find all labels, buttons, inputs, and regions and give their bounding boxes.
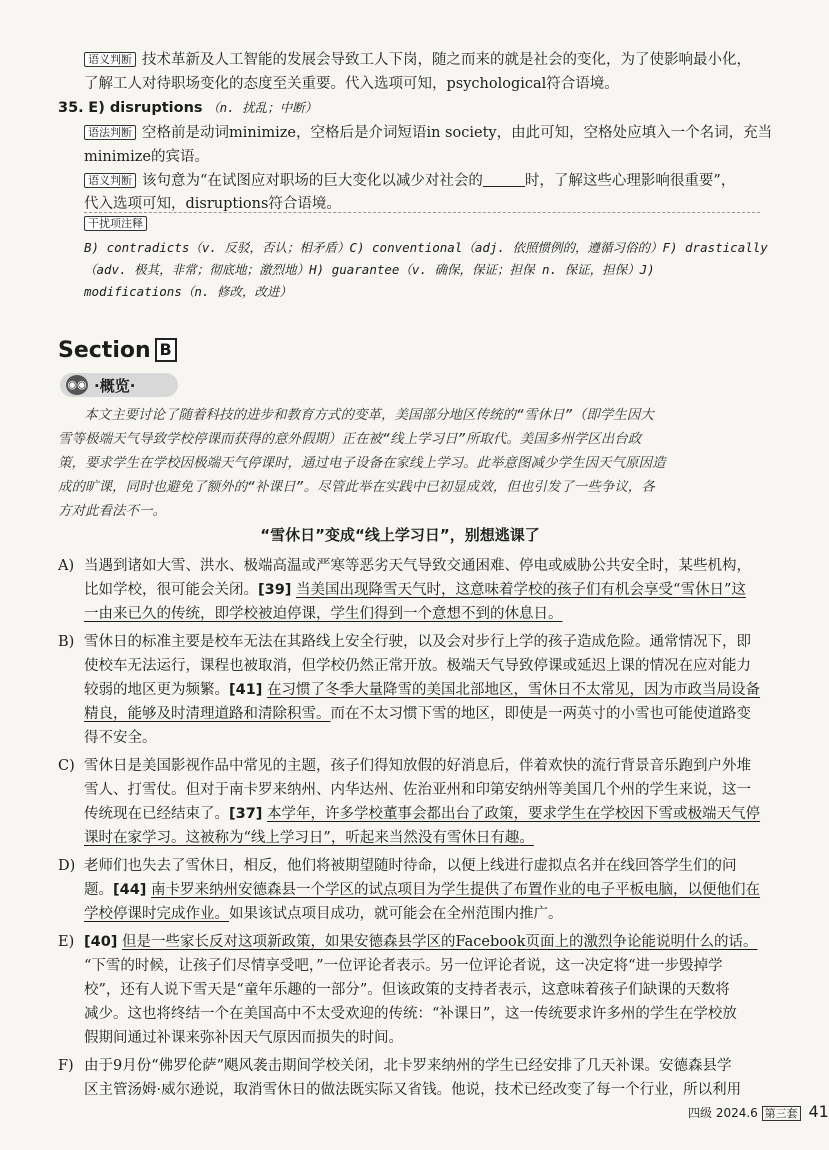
para-e-line-2: “下雪的时候，让孩子们尽情享受吧，”一位评论者表示。另一位评论者说，这一决定将“进一步毁掉学 — [84, 958, 723, 974]
paragraph-label-a: A) — [58, 558, 75, 574]
paragraph-label-e: E) — [58, 934, 75, 950]
answer-blank — [483, 172, 525, 187]
distractor-line-3: modifications（n. 修改，改进） — [84, 284, 292, 299]
overview-badge: ◉◉ ·概览· — [60, 373, 178, 397]
para-d-line-2: 题。[44] 南卡罗来纳州安德森县一个学区的试点项目为学生提供了布置作业的电子平板电脑，以便他们在 — [84, 882, 761, 898]
para-a-line-2: 比如学校，很可能会关闭。[39] 当美国出现降雪天气时，这意味着学校的孩子们有机会享受“雪休日”这 — [84, 582, 746, 598]
semantic-tag: 语义判断 — [84, 173, 136, 188]
q35-semantic-line-2: 代入选项可知，disruptions符合语境。 — [84, 196, 341, 212]
q35-answer: 35. E) disruptions （n. 扰乱；中断） — [58, 100, 318, 116]
semantic-tag: 语义判断 — [84, 52, 136, 67]
para-f-line-2: 区主管汤姆·威尔逊说，取消雪休日的做法既实际又省钱。他说，技术已经改变了每一个行业，所以利用 — [84, 1082, 742, 1098]
para-f-line-1: 由于9月份“佛罗伦萨”飓风袭击期间学校关闭，北卡罗来纳州的学生已经安排了几天补课。安德森县学 — [84, 1058, 732, 1074]
page-number: 41 — [808, 1102, 829, 1121]
para-d-line-1: 老师们也失去了雪休日，相反，他们将被期望随时待命，以便上线进行虚拟点名并在线回答学生们的问 — [84, 858, 737, 874]
para-e-line-3: 校”，还有人说下雪天是“童年乐趣的一部分”。但该政策的支持者表示，这意味着孩子们缺课的天数将 — [84, 982, 730, 998]
para-e-line-1: [40] 但是一些家长反对这项新政策，如果安德森县学区的Facebook页面上的激烈争论能说明什么的话。 — [84, 934, 758, 950]
grammar-tag: 语法判断 — [84, 125, 136, 140]
para-c-line-3: 传统现在已经结束了。[37] 本学年，许多学校董事会都出台了政策，要求学生在学校因下雪或极端天气停 — [84, 806, 761, 822]
para-b-line-2: 使校车无法运行，课程也被取消，但学校仍然正常开放。极端天气导致停课或延迟上课的情况在应对能力 — [84, 658, 751, 674]
q34-line-2: 了解工人对待职场变化的态度至关重要。代入选项可知，psychological符合语境。 — [84, 76, 619, 92]
distractor-tag: 干扰项注释 — [84, 216, 147, 231]
set-badge: 第三套 — [762, 1106, 801, 1121]
para-b-line-1: 雪休日的标准主要是校车无法在其路线上安全行驶，以及会对步行上学的孩子造成危险。通常情况下，即 — [84, 634, 751, 650]
para-d-line-3: 学校停课时完成作业。如果该试点项目成功，就可能会在全州范围内推广。 — [84, 906, 563, 922]
distractor-line-2: （adv. 极其，非常；彻底地；激烈地）H) guarantee（v. 确保，保证；担保 n. 保证，担保）J) — [84, 262, 655, 277]
q35-grammar-line-1: 语法判断 空格前是动词minimize，空格后是介词短语in society，由此可知，空格处应填入一个名词，充当 — [84, 123, 772, 143]
q35-grammar-line-2: minimize的宾语。 — [84, 149, 209, 165]
paragraph-label-c: C) — [58, 758, 75, 774]
paragraph-label-f: F) — [58, 1058, 74, 1074]
paragraph-label-b: B) — [58, 634, 75, 650]
section-letter-box: B — [155, 338, 177, 362]
overview-line-4: 成的旷课，同时也避免了额外的“补课日”。尽管此举在实践中已初显成效，但也引发了一些争议，各 — [58, 479, 655, 495]
distractor-tag-line — [84, 214, 153, 234]
overview-line-5: 方对此看法不一。 — [58, 503, 166, 519]
page-footer: 四级 2024.6 第三套 41 — [688, 1102, 829, 1121]
q34-line-1: 语义判断 技术革新及人工智能的发展会导致工人下岗，随之而来的就是社会的变化，为了使影响最小化， — [84, 50, 751, 70]
article-title: “雪休日”变成“线上学习日”，别想逃课了 — [260, 526, 540, 544]
distractor-line-1: B) contradicts（v. 反驳，否认；相矛盾）C) conventional（adj. 依照惯例的，遵循习俗的）F) drastically — [84, 240, 768, 255]
q35-semantic-line-1: 语义判断 该句意为“在试图应对职场的巨大变化以减少对社会的 时，了解这些心理影响很重要”， — [84, 171, 735, 191]
paragraph-label-d: D) — [58, 858, 76, 874]
para-b-line-3: 较弱的地区更为频繁。[41] 在习惯了冬季大量降雪的美国北部地区，雪休日不太常见，因为市政当局设备 — [84, 682, 761, 698]
overview-line-1: 本文主要讨论了随着科技的进步和教育方式的变革，美国部分地区传统的“雪休日”（即学生因大 — [84, 407, 654, 423]
section-heading: Section B — [58, 338, 177, 363]
para-e-line-4: 减少。这也将终结一个在美国高中不太受欢迎的传统：“补课日”，这一传统要求许多州的学生在学校放 — [84, 1006, 737, 1022]
overview-line-3: 策，要求学生在学校因极端天气停课时，通过电子设备在家线上学习。此举意图减少学生因天气原因造 — [58, 455, 666, 471]
para-b-line-4: 精良，能够及时清理道路和清除积雪。而在不太习惯下雪的地区，即使是一两英寸的小雪也可能使道路变 — [84, 706, 751, 722]
para-a-line-1: 当遇到诸如大雪、洪水、极端高温或严寒等恶劣天气导致交通困难、停电或威胁公共安全时，某些机构， — [84, 558, 751, 574]
para-c-line-2: 雪人、打雪仗。但对于南卡罗来纳州、内华达州、佐治亚州和印第安纳州等美国几个州的学生来说，这一 — [84, 782, 751, 798]
owl-icon: ◉◉ — [66, 375, 88, 395]
para-c-line-1: 雪休日是美国影视作品中常见的主题，孩子们得知放假的好消息后，伴着欢快的流行背景音乐跑到户外堆 — [84, 758, 751, 774]
para-c-line-4: 课时在家学习。这被称为“线上学习日”，听起来当然没有雪休日有趣。 — [84, 830, 534, 846]
para-b-line-5: 得不安全。 — [84, 730, 157, 746]
para-e-line-5: 假期间通过补课来弥补因天气原因而损失的时间。 — [84, 1030, 403, 1046]
para-a-line-3: 一由来已久的传统，即学校被迫停课，学生们得到一个意想不到的休息日。 — [84, 606, 563, 622]
overview-line-2: 雪等极端天气导致学校停课而获得的意外假期）正在被“线上学习日”所取代。美国多州学区出台政 — [58, 431, 642, 447]
